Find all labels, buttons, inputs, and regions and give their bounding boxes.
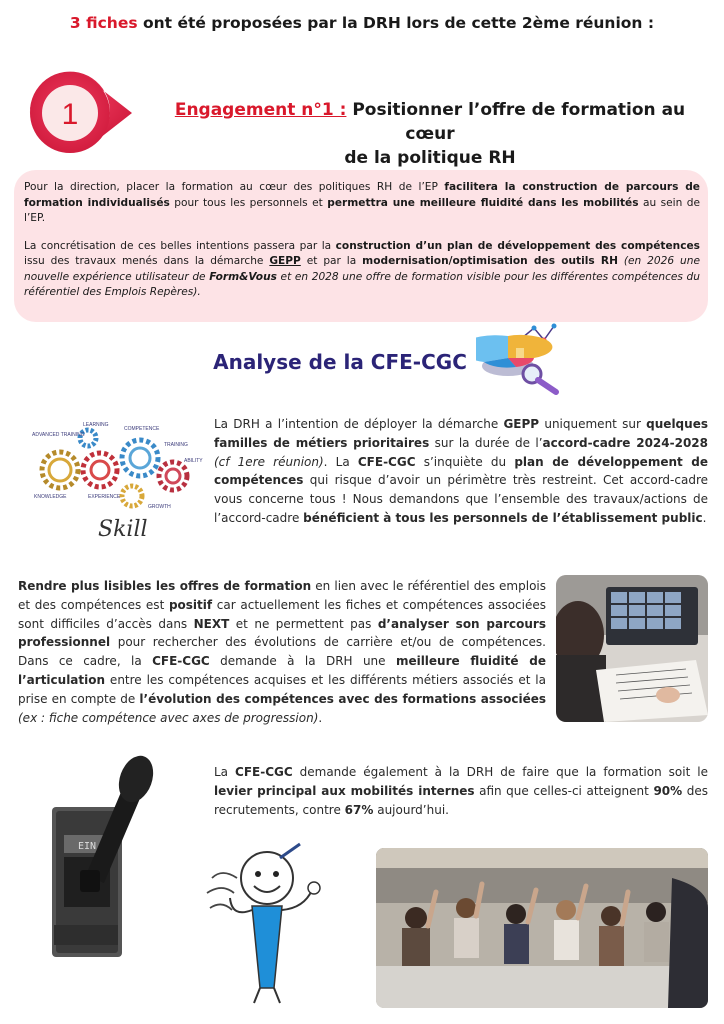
- analysis-p2-run: demande à la DRH une: [209, 654, 396, 669]
- analysis-p3-run: 67%: [344, 802, 374, 817]
- intro-p2-run: et par la: [300, 255, 363, 267]
- gear-word-7: EXPERIENCE: [88, 494, 121, 500]
- analysis-p1-run: bénéficient à tous les personnels de l’établissement public: [303, 510, 703, 525]
- analysis-p2-run: pour rechercher des évolutions de carrière et/ou de compétences. Dans ce cadre, la: [18, 635, 546, 669]
- analysis-p1-run: .: [702, 510, 707, 525]
- intro-p1-run: facilitera la construction de parcours de formation individualisés: [24, 181, 700, 209]
- engagement-number-marker: [20, 68, 140, 158]
- fiches-count: 3 fiches: [69, 14, 138, 32]
- gear-word-4: TRAINING: [164, 442, 188, 448]
- intro-text: [24, 180, 700, 313]
- analysis-p3-run: aujourd’hui.: [373, 802, 449, 817]
- gear-word-5: ABILITY: [184, 458, 203, 464]
- pie-chart-magnifier-icon: [476, 318, 566, 398]
- analysis-p2-run: positif: [168, 597, 213, 612]
- analysis-p3-run: demande également à la DRH de faire que la formation soit le: [292, 765, 708, 779]
- analysis-p2-run: car actuellement les fiches et compétences associées sont difficiles d’accès dans: [18, 597, 546, 631]
- analysis-p3-run: levier principal aux mobilités internes: [214, 783, 475, 798]
- analysis-p3-run: La: [214, 765, 236, 779]
- analysis-p1-run: quelques familles de métiers prioritaires: [214, 417, 708, 450]
- intro-p2-run: construction d’un plan de développement des compétences: [335, 239, 700, 252]
- gear-word-2: LEARNING: [83, 422, 109, 428]
- engagement-number: 1: [61, 98, 79, 131]
- analysis-p1-run: . La: [323, 454, 358, 469]
- intro-p2-run: GEPP: [269, 255, 301, 267]
- analysis-p1-run: uniquement sur: [539, 417, 647, 431]
- engagement-label: Engagement n°1 :: [174, 100, 347, 120]
- gear-word-1: ADVANCED TRAINING: [32, 432, 85, 438]
- intro-paragraph-2: [24, 239, 700, 301]
- skill-caption: Skill: [98, 517, 148, 542]
- analysis-p2-run: l’évolution des compétences avec des formations associées: [139, 691, 546, 706]
- gear-word-3: COMPETENCE: [124, 426, 160, 432]
- lever-switch-image: [24, 745, 174, 977]
- intro-p1-run: pour tous les personnels et: [169, 196, 328, 209]
- analysis-p2-run: et ne permettent pas: [229, 616, 378, 631]
- analysis-p1-run: La DRH a l’intention de déployer la démarche: [214, 417, 504, 431]
- analysis-p1-run: CFE-CGC: [357, 454, 416, 469]
- analysis-p3-run: 90%: [653, 783, 683, 798]
- analyse-title: Analyse de la CFE-CGC: [213, 350, 467, 374]
- intro-p2-run: modernisation/optimisation des outils RH: [362, 255, 618, 267]
- analysis-p1-run: (cf 1ere réunion): [214, 454, 324, 469]
- intro-p1-run: permettra une meilleure fluidité dans les mobilités: [327, 196, 639, 209]
- heading-text: ont été proposées par la DRH lors de cette 2ème réunion :: [137, 14, 655, 32]
- analysis-p1-run: sur la durée de l’: [429, 435, 543, 450]
- intro-p1-run: au sein de l’EP.: [24, 196, 700, 224]
- engagement-title: [150, 98, 710, 170]
- analysis-p2-run: .: [318, 710, 323, 725]
- intro-p2-run: et en 2028 une offre de formation visible pour les différentes compétences du référentiel des Emplois Repères).: [24, 270, 701, 298]
- analysis-p1-run: GEPP: [503, 417, 540, 431]
- cartoon-character-illustration: [192, 838, 342, 1008]
- intro-p2-run: issu des travaux menés dans la démarche: [24, 255, 270, 267]
- intro-p2-run: (en 2026 une nouvelle expérience utilisateur de: [24, 255, 700, 283]
- skills-gears-illustration: [28, 418, 203, 543]
- analysis-paragraph-2: [18, 577, 546, 727]
- gear-word-6: KNOWLEDGE: [34, 494, 67, 500]
- intro-paragraph-1: [24, 180, 700, 227]
- classroom-training-photo: [376, 848, 708, 1008]
- lever-label: EIN: [77, 841, 97, 852]
- gear-word-8: GROWTH: [148, 504, 171, 510]
- analysis-p2-run: d’analyser son parcours professionnel: [18, 616, 546, 650]
- analysis-p3-run: afin que celles-ci atteignent: [474, 783, 654, 798]
- analysis-p2-run: Rendre plus lisibles les offres de formation: [18, 579, 312, 593]
- engagement-title-line2: de la politique RH: [344, 148, 516, 168]
- analysis-p1-run: s’inquiète du: [415, 454, 515, 469]
- analysis-p2-run: (ex : fiche compétence avec axes de progression): [18, 710, 319, 725]
- analysis-p1-run: accord-cadre 2024-2028: [542, 435, 708, 450]
- analysis-p3-run: des recrutements, contre: [214, 783, 708, 817]
- intro-p2-run: La concrétisation de ces belles intentions passera par la: [24, 239, 336, 252]
- analysis-p3-run: CFE-CGC: [235, 765, 293, 779]
- analysis-p2-run: meilleure fluidité de l’articulation: [18, 654, 547, 687]
- analysis-p1-run: plan de développement de compétences: [214, 454, 709, 488]
- analysis-p1-run: qui risque d’avoir un périmètre très restreint. Cet accord-cadre vous concerne tous ! Nous demandons que l’ensemble des travaux/actions de l’accord-cadre: [214, 473, 708, 525]
- video-call-training-photo: [556, 575, 708, 722]
- analysis-p2-run: entre les compétences acquises et les différents métiers associés et la prise en compte de: [18, 672, 546, 706]
- analysis-paragraph-1: [214, 415, 708, 528]
- analysis-p2-run: en lien avec le référentiel des emplois et des compétences est: [18, 579, 547, 612]
- engagement-title-line1: Positionner l’offre de formation au cœur: [346, 100, 686, 144]
- intro-p1-run: Pour la direction, placer la formation au cœur des politiques RH de l’EP: [24, 181, 445, 193]
- intro-p2-run: Form&Vous: [209, 270, 277, 283]
- page-heading: [0, 14, 724, 32]
- analysis-p2-run: NEXT: [193, 616, 230, 631]
- analysis-paragraph-3: [214, 763, 708, 819]
- analysis-p2-run: CFE-CGC: [152, 654, 210, 669]
